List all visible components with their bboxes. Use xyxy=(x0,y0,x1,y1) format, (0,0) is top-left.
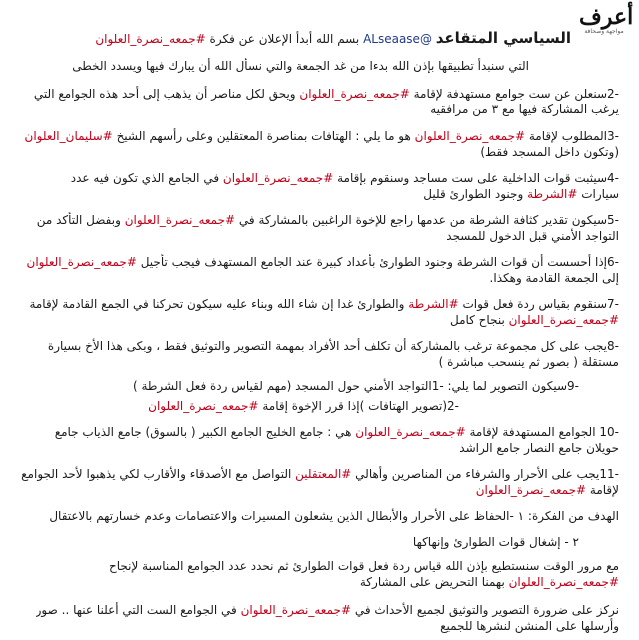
document-line xyxy=(439,354,619,370)
line-text: وجنود الطوارئ قليل xyxy=(423,187,528,201)
header-line xyxy=(95,30,571,47)
document-line xyxy=(109,558,619,574)
document-line xyxy=(21,466,619,482)
hashtag[interactable]: #جمعه_نصرة_العلوان xyxy=(222,171,334,185)
line-text: سيارات xyxy=(577,187,619,201)
line-text: -10 الجوامع المستهدفة لإقامة xyxy=(465,425,619,439)
document-line xyxy=(71,170,619,186)
document-line xyxy=(476,482,619,498)
line-text: التواجد الأمني قبل الدخول للمسجد xyxy=(446,229,619,243)
author-handle[interactable]: @ALseaase xyxy=(363,32,432,46)
line-text: -8يجب على كل مجموعة ترغب بالمشاركة أن تكلف أحد الأفراد بمهمة التصوير والتوثيق فقط ، وبكى هذا الأخ بسيارة xyxy=(47,339,619,353)
document-line xyxy=(36,602,619,618)
hashtag[interactable]: #المعتقلين xyxy=(295,467,352,481)
document-line xyxy=(148,398,459,414)
document-line xyxy=(430,101,619,117)
document-line xyxy=(423,186,619,202)
line-text: -6إذا أحسست أن قوات الشرطة وجنود الطوارئ بأعداد كبيرة عند الجامع المستهدف فيجب تأجيل xyxy=(136,255,619,269)
line-text: الهدف من الفكرة: ١ -الحفاظ على الأحرار والأبطال الذين يشعلون المسيرات والاعتصامات وعدم خسارتهم بالاعتقال xyxy=(49,509,619,523)
hashtag[interactable]: #الشرطة xyxy=(408,297,459,311)
line-text: (وتكون داخل المسجد فقط) xyxy=(480,145,619,159)
hashtag[interactable]: #سليمان_العلوان xyxy=(24,129,113,143)
document-line xyxy=(49,508,619,524)
document-line xyxy=(25,128,619,144)
document-line xyxy=(27,254,620,270)
line-text: -5سيكون تقدير كثافة الشرطة من عدمها راجع للإخوة الراغبين بالمشاركة في xyxy=(235,213,619,227)
line-text: مستقلة ( بصور ثم ينسحب مباشرة ) xyxy=(438,355,619,369)
line-text: بنجاح كامل xyxy=(449,313,509,327)
line-text: التي سنبدأ تطبيقها بإذن الله بدءا من غد الجمعة والتي نسأل الله أن يبارك فيها ويسدد الخطى xyxy=(72,59,529,73)
line-text: نركز على ضرورة التصوير والتوثيق لجميع الأحداث في xyxy=(351,603,619,617)
author-name: السياسي المتقاعد xyxy=(435,30,571,47)
document-line xyxy=(133,378,579,394)
line-text: يرغب المشاركة فيها مع ٣ من مرافقيه xyxy=(430,102,619,116)
line-text: مع مرور الوقت سنستطيع بإذن الله قياس ردة فعل قوات الطوارئ ثم نحدد عدد الجوامع المناسبة لإنجاح xyxy=(108,559,619,573)
hashtag[interactable]: #جمعه_نصرة_العلوان xyxy=(148,399,259,413)
document-line xyxy=(72,58,529,74)
hashtag[interactable]: #جمعه_نصرة_العلوان xyxy=(508,313,619,327)
document-line xyxy=(413,534,579,550)
line-text: -9سيكون التصوير لما يلي: -1التواجد الأمني حول المسجد (مهم لقياس ردة فعل الشرطة ) xyxy=(132,379,579,393)
hashtag[interactable]: #جمعه_نصرة_العلوان xyxy=(95,32,206,46)
line-text: حويلان جامع النصار جامع الراشد xyxy=(459,441,619,455)
line-text: في الجوامع الست التي أعلنا عنها .. صور xyxy=(35,603,241,617)
hashtag[interactable]: #جمعه_نصرة_العلوان xyxy=(240,603,351,617)
line-text: -3المطلوب لإقامة xyxy=(525,129,619,143)
line-text: ٢ - إشغال قوات الطوارئ وإنهاكها xyxy=(412,535,579,549)
document-line xyxy=(459,440,619,456)
hashtag[interactable]: #جمعه_نصرة_العلوان xyxy=(299,87,410,101)
hashtag[interactable]: #جمعه_نصرة_العلوان xyxy=(124,213,236,227)
line-text: -2(تصوير الهتافات )إذا قرر الإخوة إقامة xyxy=(258,399,459,413)
hashtag[interactable]: #جمعه_نصرة_العلوان xyxy=(414,129,526,143)
logo-subtitle: مواجهة وصحافة xyxy=(584,28,624,35)
document-line xyxy=(34,86,619,102)
line-text: إلى الجمعة القادمة وهكذا. xyxy=(489,271,619,285)
document-line xyxy=(48,338,619,354)
line-text: التواصل مع الأصدقاء والأقارب لكي يذهبوا لأحد الجوامع xyxy=(21,467,296,481)
line-text: -11يجب على الأحرار والشرفاء من المناصرين وأهالي xyxy=(351,467,619,481)
line-text: والطوارئ غدا إن شاء الله وبناء عليه سيكون تحركنا في الجمع القادمة لإقامة xyxy=(29,297,409,311)
line-text: هي : جامع الخليج الجامع الكبير ( بالسوق) جامع الذياب جامع xyxy=(54,425,356,439)
hashtag[interactable]: #جمعه_نصرة_العلوان xyxy=(355,425,466,439)
line-text: لإقامة xyxy=(586,483,619,497)
document-line xyxy=(440,618,619,634)
line-text: ويحق لكل مناصر أن يذهب إلى أحد هذه الجوامع التي xyxy=(33,87,300,101)
line-text: -4سيثبت قوات الداخلية على ست مساجد وسنقوم بإقامة xyxy=(333,171,619,185)
hashtag[interactable]: #الشرطة xyxy=(527,187,578,201)
document-line xyxy=(29,296,619,312)
line-text: في الجامع الذي تكون فيه عدد xyxy=(70,171,223,185)
document-line xyxy=(55,424,619,440)
header-text: بسم الله أبدأ الإعلان عن فكرة xyxy=(209,32,360,46)
hashtag[interactable]: #جمعه_نصرة_العلوان xyxy=(26,255,137,269)
line-text: وبفضل التأكد من xyxy=(36,213,125,227)
hashtag[interactable]: #جمعه_نصرة_العلوان xyxy=(475,483,587,497)
line-text: وأرسلها على المنشن لنشرها للجميع xyxy=(440,619,619,633)
document-line xyxy=(450,312,619,328)
document-line xyxy=(37,212,619,228)
hashtag[interactable]: #جمعه_نصرة_العلوان xyxy=(508,575,619,589)
document-line xyxy=(360,574,619,590)
document-line xyxy=(480,144,619,160)
line-text: بهمنا التحريض على المشاركة xyxy=(359,575,509,589)
line-text: -7سنقوم بقياس ردة فعل قوات xyxy=(458,297,619,311)
document-line xyxy=(490,270,619,286)
line-text: -2سنعلن عن ست جوامع مستهدفة لإقامة xyxy=(409,87,619,101)
logo-mark: أعرف xyxy=(579,4,634,30)
document-line xyxy=(446,228,619,244)
line-text: هو ما يلي : الهتافات بمناصرة المعتقلين وعلى رأسهم الشيخ xyxy=(112,129,415,143)
